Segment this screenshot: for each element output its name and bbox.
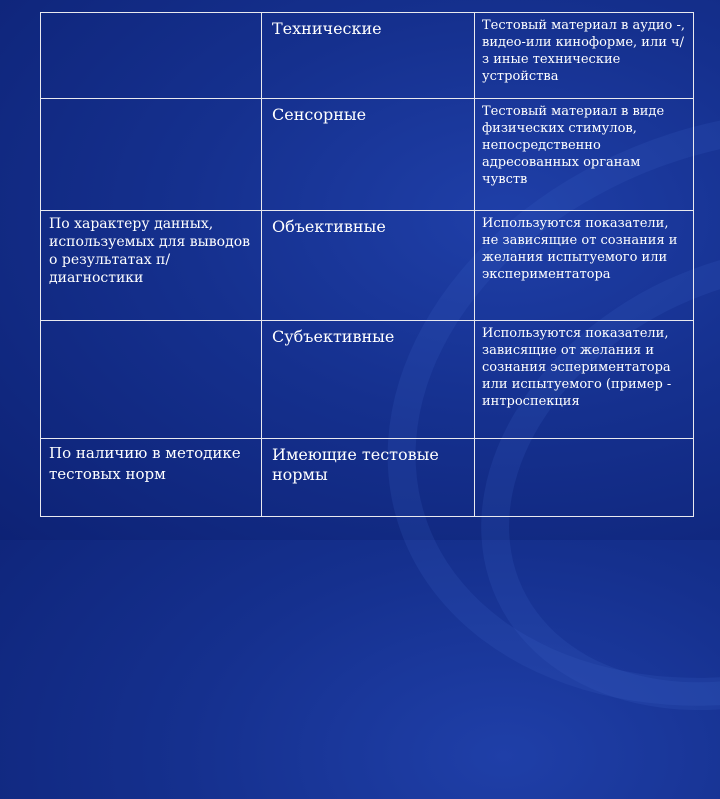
type-label: Субъективные bbox=[272, 327, 395, 346]
criterion-cell bbox=[41, 321, 262, 439]
table-row bbox=[41, 99, 694, 211]
type-cell bbox=[262, 321, 475, 439]
type-label: Имеющие тестовые нормы bbox=[272, 445, 439, 484]
criterion-cell: По характеру данных, используемых для выводов о результатах п/диагностики bbox=[41, 211, 262, 321]
type-cell bbox=[262, 211, 475, 321]
table-row bbox=[41, 439, 694, 517]
type-cell bbox=[262, 99, 475, 211]
criterion-cell bbox=[41, 99, 262, 211]
type-cell bbox=[262, 439, 475, 517]
classification-table bbox=[40, 12, 694, 517]
description-cell: Тестовый материал в аудио -, видео-или киноформе, или ч/з иные технические устройства bbox=[475, 13, 694, 99]
criterion-cell: По наличию в методике тестовых норм bbox=[41, 439, 262, 517]
type-label: Технические bbox=[272, 19, 382, 38]
criterion-cell bbox=[41, 13, 262, 99]
type-label: Объективные bbox=[272, 217, 386, 236]
type-cell bbox=[262, 13, 475, 99]
description-cell: Используются показатели, не зависящие от сознания и желания испытуемого или экспериментатора bbox=[475, 211, 694, 321]
description-cell bbox=[475, 439, 694, 517]
table-row bbox=[41, 321, 694, 439]
table-row bbox=[41, 211, 694, 321]
type-label: Сенсорные bbox=[272, 105, 367, 124]
description-cell: Используются показатели, зависящие от желания и сознания эспериментатора или испытуемого (пример - интроспекция bbox=[475, 321, 694, 439]
description-cell: Тестовый материал в виде физических стимулов, непосредственно адресованных органам чувств bbox=[475, 99, 694, 211]
table-row bbox=[41, 13, 694, 99]
